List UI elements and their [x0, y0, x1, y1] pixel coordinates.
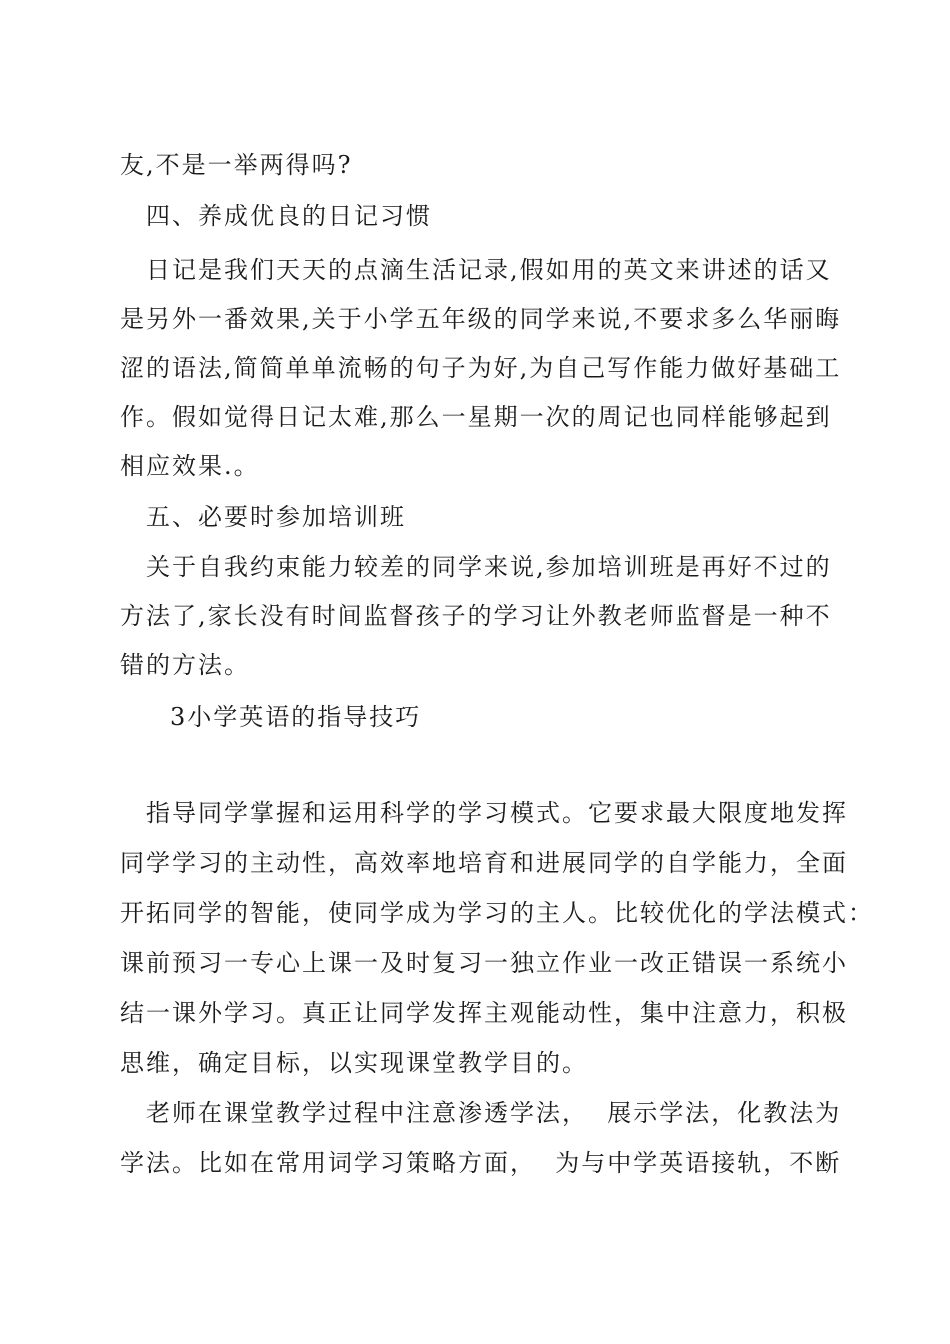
text-line: 思维，确定目标，以实现课堂教学目的。 — [120, 1049, 588, 1077]
section-heading: 五、必要时参加培训班 — [146, 503, 406, 531]
text-line: 关于自我约束能力较差的同学来说,参加培训班是再好不过的 — [146, 553, 832, 581]
text-line: 课前预习一专心上课一及时复习一独立作业一改正错误一系统小 — [120, 949, 848, 977]
text-line: 结一课外学习。真正让同学发挥主观能动性，集中注意力，积极 — [120, 999, 848, 1027]
section-heading: 四、养成优良的日记习惯 — [146, 202, 432, 230]
text-line: 是另外一番效果,关于小学五年级的同学来说,不要求多么华丽晦 — [120, 305, 842, 333]
text-line: 学法。比如在常用词学习策略方面， 为与中学英语接轨，不断 — [120, 1149, 842, 1177]
text-line: 指导同学掌握和运用科学的学习模式。它要求最大限度地发挥 — [146, 799, 848, 827]
text-line: 老师在课堂教学过程中注意渗透学法， 展示学法，化教法为 — [146, 1099, 842, 1127]
text-line: 方法了,家长没有时间监督孩子的学习让外教老师监督是一种不 — [120, 602, 832, 630]
text-line: 涩的语法,简简单单流畅的句子为好,为自己写作能力做好基础工 — [120, 354, 842, 382]
text-line: 错的方法。 — [120, 651, 250, 679]
text-line: 友,不是一举两得吗? — [120, 151, 353, 179]
text-line: 作。假如觉得日记太难,那么一星期一次的周记也同样能够起到 — [120, 403, 832, 431]
text-line: 开拓同学的智能，使同学成为学习的主人。比较优化的学法模式： — [120, 899, 874, 927]
subtitle-heading: 3小学英语的指导技巧 — [170, 703, 422, 731]
text-line: 同学学习的主动性，高效率地培育和进展同学的自学能力，全面 — [120, 849, 848, 877]
text-line: 日记是我们天天的点滴生活记录,假如用的英文来讲述的话又 — [146, 256, 832, 284]
text-line: 相应效果.。 — [120, 452, 260, 480]
